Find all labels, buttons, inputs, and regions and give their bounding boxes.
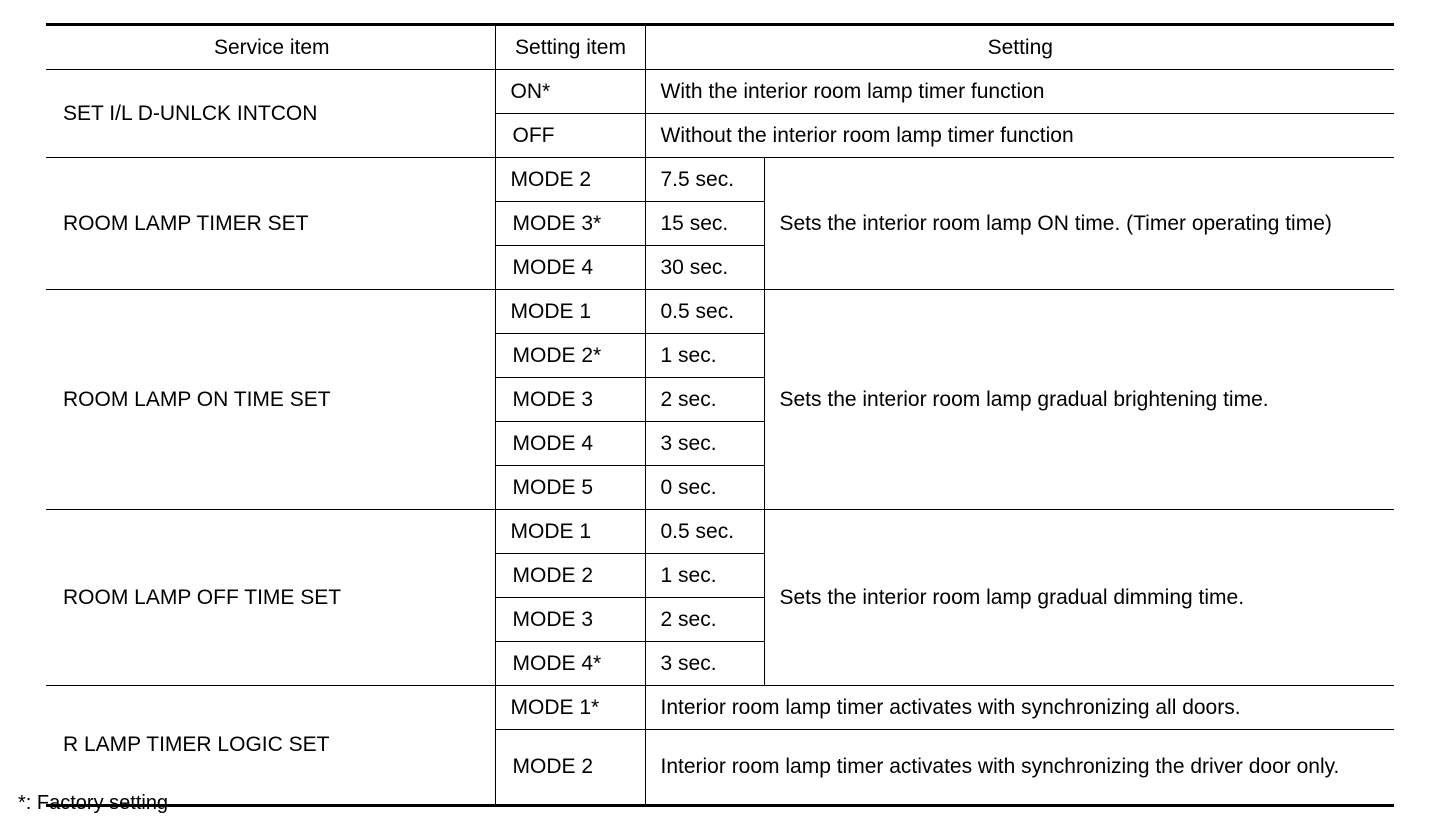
service-item-cell: R LAMP TIMER LOGIC SET — [46, 686, 495, 806]
setting-item-cell: MODE 4 — [495, 422, 645, 466]
setting-cell: Interior room lamp timer activates with synchronizing all doors. — [645, 686, 1394, 730]
setting-description-cell: Sets the interior room lamp gradual brightening time. — [764, 290, 1394, 510]
header-row — [46, 25, 1394, 70]
setting-description-cell: Sets the interior room lamp gradual dimming time. — [764, 510, 1394, 686]
header-setting-item: Setting item — [495, 25, 645, 70]
footnote: *: Factory setting — [18, 792, 169, 814]
setting-value-cell: 2 sec. — [645, 598, 764, 642]
setting-value-cell: 0.5 sec. — [645, 290, 764, 334]
service-item-cell: ROOM LAMP OFF TIME SET — [46, 510, 495, 686]
setting-item-cell: MODE 2* — [495, 334, 645, 378]
setting-item-cell: MODE 2 — [495, 158, 645, 202]
table-row — [46, 158, 1394, 202]
setting-item-cell: MODE 3 — [495, 598, 645, 642]
service-settings-table — [46, 23, 1394, 807]
setting-item-cell: MODE 1 — [495, 510, 645, 554]
setting-value-cell: 3 sec. — [645, 422, 764, 466]
setting-item-cell: MODE 2 — [495, 554, 645, 598]
setting-value-cell: 2 sec. — [645, 378, 764, 422]
setting-cell: Without the interior room lamp timer function — [645, 114, 1394, 158]
table-row — [46, 686, 1394, 730]
header-setting: Setting — [645, 25, 1394, 70]
setting-value-cell: 30 sec. — [645, 246, 764, 290]
setting-cell: Interior room lamp timer activates with synchronizing the driver door only. — [645, 730, 1394, 806]
setting-item-cell: MODE 3 — [495, 378, 645, 422]
service-item-cell: ROOM LAMP ON TIME SET — [46, 290, 495, 510]
setting-description-cell: Sets the interior room lamp ON time. (Timer operating time) — [764, 158, 1394, 290]
setting-item-cell: MODE 5 — [495, 466, 645, 510]
setting-value-cell: 0 sec. — [645, 466, 764, 510]
setting-item-cell: MODE 1 — [495, 290, 645, 334]
setting-value-cell: 3 sec. — [645, 642, 764, 686]
setting-item-cell: ON* — [495, 70, 645, 114]
table-row — [46, 290, 1394, 334]
setting-item-cell: MODE 1* — [495, 686, 645, 730]
table-row — [46, 510, 1394, 554]
setting-value-cell: 0.5 sec. — [645, 510, 764, 554]
setting-value-cell: 15 sec. — [645, 202, 764, 246]
setting-item-cell: MODE 3* — [495, 202, 645, 246]
table-row — [46, 70, 1394, 114]
setting-value-cell: 1 sec. — [645, 554, 764, 598]
setting-value-cell: 1 sec. — [645, 334, 764, 378]
setting-item-cell: MODE 2 — [495, 730, 645, 806]
service-item-cell: SET I/L D-UNLCK INTCON — [46, 70, 495, 158]
setting-item-cell: MODE 4* — [495, 642, 645, 686]
setting-item-cell: MODE 4 — [495, 246, 645, 290]
service-item-cell: ROOM LAMP TIMER SET — [46, 158, 495, 290]
setting-cell: With the interior room lamp timer function — [645, 70, 1394, 114]
setting-value-cell: 7.5 sec. — [645, 158, 764, 202]
setting-item-cell: OFF — [495, 114, 645, 158]
header-service-item: Service item — [46, 25, 495, 70]
